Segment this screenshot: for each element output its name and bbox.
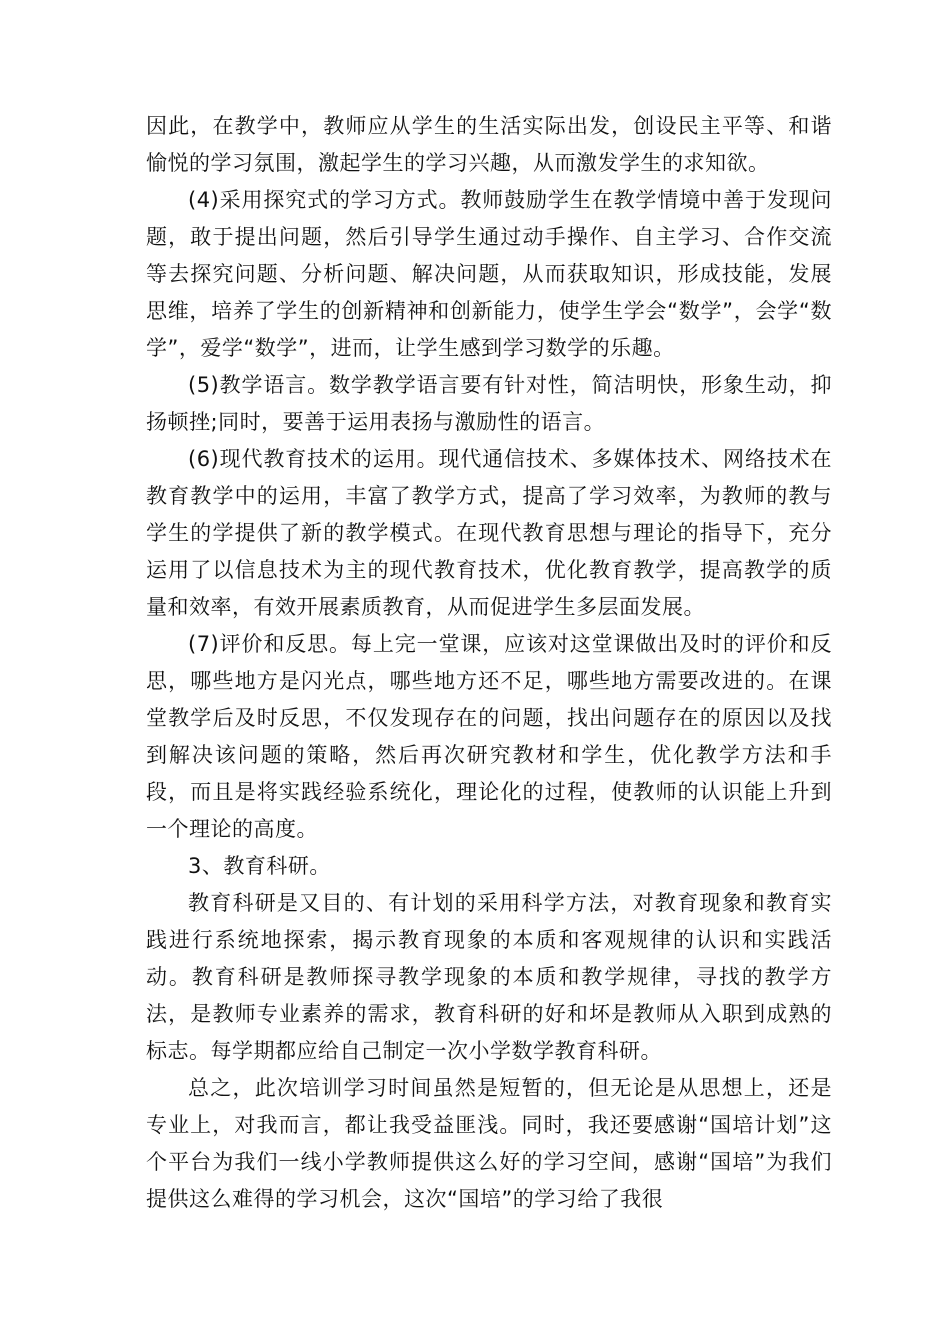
section-heading: 3、教育科研。 [188,854,331,878]
paragraph-1: 因此，在教学中，教师应从学生的生活实际出发，创设民主平等、和谐愉悦的学习氛围，激起学生的学习兴趣，从而激发学生的求知欲。 [146,114,832,175]
paragraph-4: (6)现代教育技术的运用。现代通信技术、多媒体技术、网络技术在教育教学中的运用，丰富了教学方式，提高了学习效率，为教师的教与学生的学提供了新的教学模式。在现代教育思想与理论的指导下，充分运用了以信息技术为主的现代教育技术，优化教育教学，提高教学的质量和效率，有效开展素质教育，从而促进学生多层面发展。 [146,447,832,619]
paragraph-8: 总之，此次培训学习时间虽然是短暂的，但无论是从思想上，还是专业上，对我而言，都让我受益匪浅。同时，我还要感谢“国培计划”这个平台为我们一线小学教师提供这么好的学习空间，感谢“国培”为我们提供这么难得的学习机会，这次“国培”的学习给了我很 [146,1076,832,1211]
paragraph-2: (4)采用探究式的学习方式。教师鼓励学生在教学情境中善于发现问题，敢于提出问题，然后引导学生通过动手操作、自主学习、合作交流等去探究问题、分析问题、解决问题，从而获取知识，形成技能，发展思维，培养了学生的创新精神和创新能力，使学生学会“数学”，会学“数学”，爱学“数学”，进而，让学生感到学习数学的乐趣。 [146,188,832,360]
paragraph-3: (5)教学语言。数学教学语言要有针对性，简洁明快，形象生动，抑扬顿挫;同时，要善于运用表扬与激励性的语言。 [146,373,832,434]
paragraph-5: (7)评价和反思。每上完一堂课，应该对这堂课做出及时的评价和反思，哪些地方是闪光点，哪些地方还不足，哪些地方需要改进的。在课堂教学后及时反思，不仅发现存在的问题，找出问题存在的原因以及找到解决该问题的策略，然后再次研究教材和学生，优化教学方法和手段，而且是将实践经验系统化，理论化的过程，使教师的认识能上升到一个理论的高度。 [146,632,832,841]
paragraph-7: 教育科研是又目的、有计划的采用科学方法，对教育现象和教育实践进行系统地探索，揭示教育现象的本质和客观规律的认识和实践活动。教育科研是教师探寻教学现象的本质和教学规律，寻找的教学方法，是教师专业素养的需求，教育科研的好和坏是教师从入职到成熟的标志。每学期都应给自己制定一次小学数学教育科研。 [146,891,832,1063]
